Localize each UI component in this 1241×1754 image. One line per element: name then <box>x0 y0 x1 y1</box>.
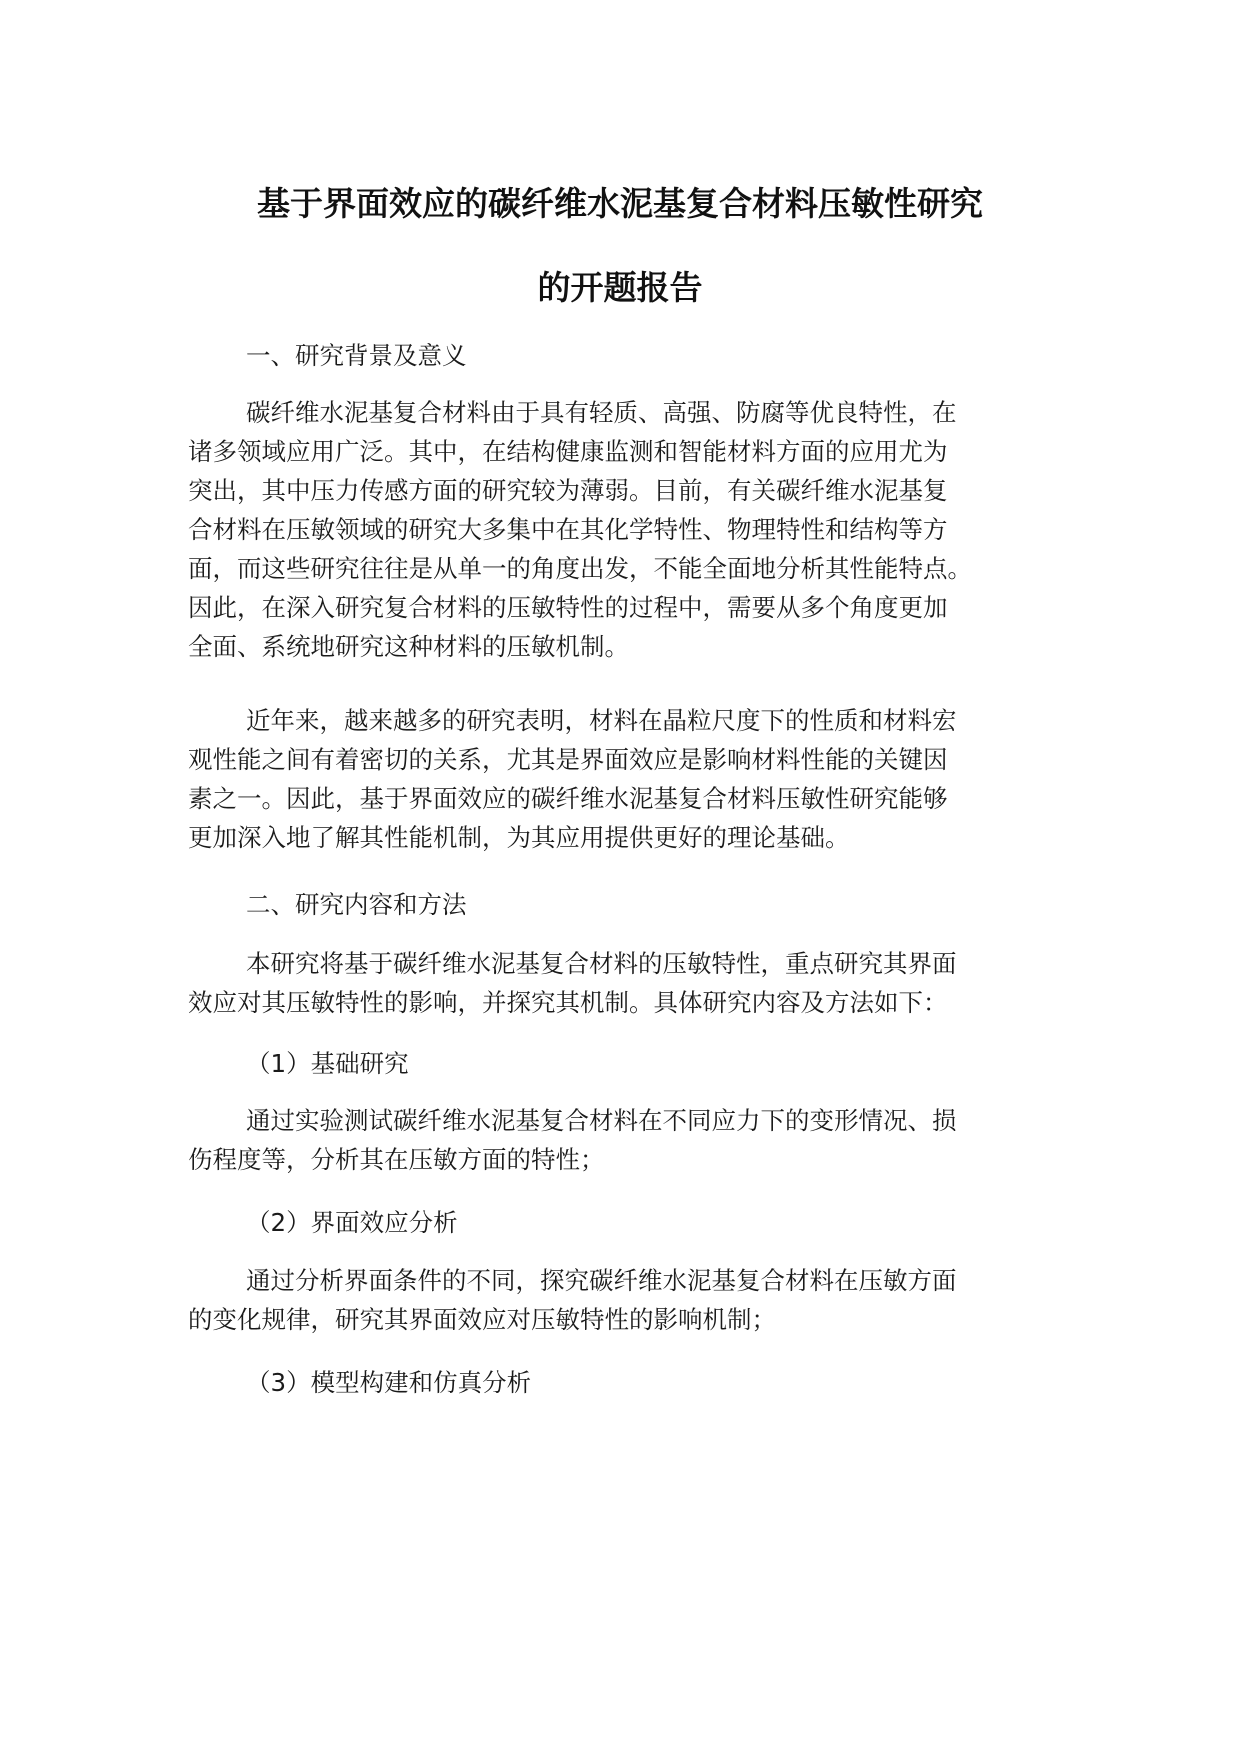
paragraph <box>188 944 1068 1022</box>
paragraph-line: 伤程度等，分析其在压敏方面的特性； <box>188 1145 605 1174</box>
paragraph-line: 通过分析界面条件的不同，探究碳纤维水泥基复合材料在压敏方面 <box>246 1266 957 1295</box>
document-title-line-1: 基于界面效应的碳纤维水泥基复合材料压敏性研究 <box>257 184 983 223</box>
paragraph <box>188 701 1068 857</box>
heading-text: （2）界面效应分析 <box>246 1208 458 1237</box>
paragraph-line: 的变化规律，研究其界面效应对压敏特性的影响机制； <box>188 1305 776 1334</box>
heading-text: 二、研究内容和方法 <box>246 890 467 919</box>
paragraph-line: 诸多领域应用广泛。其中，在结构健康监测和智能材料方面的应用尤为 <box>188 437 948 466</box>
subsection-heading <box>188 1363 1068 1402</box>
paragraph-line: 突出，其中压力传感方面的研究较为薄弱。目前，有关碳纤维水泥基复 <box>188 476 948 505</box>
section-heading <box>188 885 1068 924</box>
paragraph-line: 全面、系统地研究这种材料的压敏机制。 <box>188 632 629 661</box>
paragraph-line: 因此，在深入研究复合材料的压敏特性的过程中，需要从多个角度更加 <box>188 593 948 622</box>
paragraph-line: 碳纤维水泥基复合材料由于具有轻质、高强、防腐等优良特性，在 <box>246 398 957 427</box>
paragraph-line: 近年来，越来越多的研究表明，材料在晶粒尺度下的性质和材料宏 <box>246 706 957 735</box>
paragraph-line: 面，而这些研究往往是从单一的角度出发，不能全面地分析其性能特点。 <box>188 554 972 583</box>
paragraph <box>188 1101 1068 1179</box>
paragraph-line: 观性能之间有着密切的关系，尤其是界面效应是影响材料性能的关键因 <box>188 745 948 774</box>
paragraph-line: 合材料在压敏领域的研究大多集中在其化学特性、物理特性和结构等方 <box>188 515 948 544</box>
paragraph-line: 通过实验测试碳纤维水泥基复合材料在不同应力下的变形情况、损 <box>246 1106 957 1135</box>
document-title-line-2: 的开题报告 <box>537 268 703 307</box>
paragraph-line: 效应对其压敏特性的影响，并探究其机制。具体研究内容及方法如下： <box>188 988 948 1017</box>
section-heading <box>188 336 1068 375</box>
heading-text: （1）基础研究 <box>246 1049 409 1078</box>
paragraph <box>188 393 1068 666</box>
heading-text: （3）模型构建和仿真分析 <box>246 1368 532 1397</box>
heading-text: 一、研究背景及意义 <box>246 341 467 370</box>
subsection-heading <box>188 1044 1068 1083</box>
paragraph-line: 素之一。因此，基于界面效应的碳纤维水泥基复合材料压敏性研究能够 <box>188 784 948 813</box>
paragraph-line: 更加深入地了解其性能机制，为其应用提供更好的理论基础。 <box>188 823 850 852</box>
paragraph <box>188 1261 1068 1339</box>
paragraph-line: 本研究将基于碳纤维水泥基复合材料的压敏特性，重点研究其界面 <box>246 949 957 978</box>
subsection-heading <box>188 1203 1068 1242</box>
